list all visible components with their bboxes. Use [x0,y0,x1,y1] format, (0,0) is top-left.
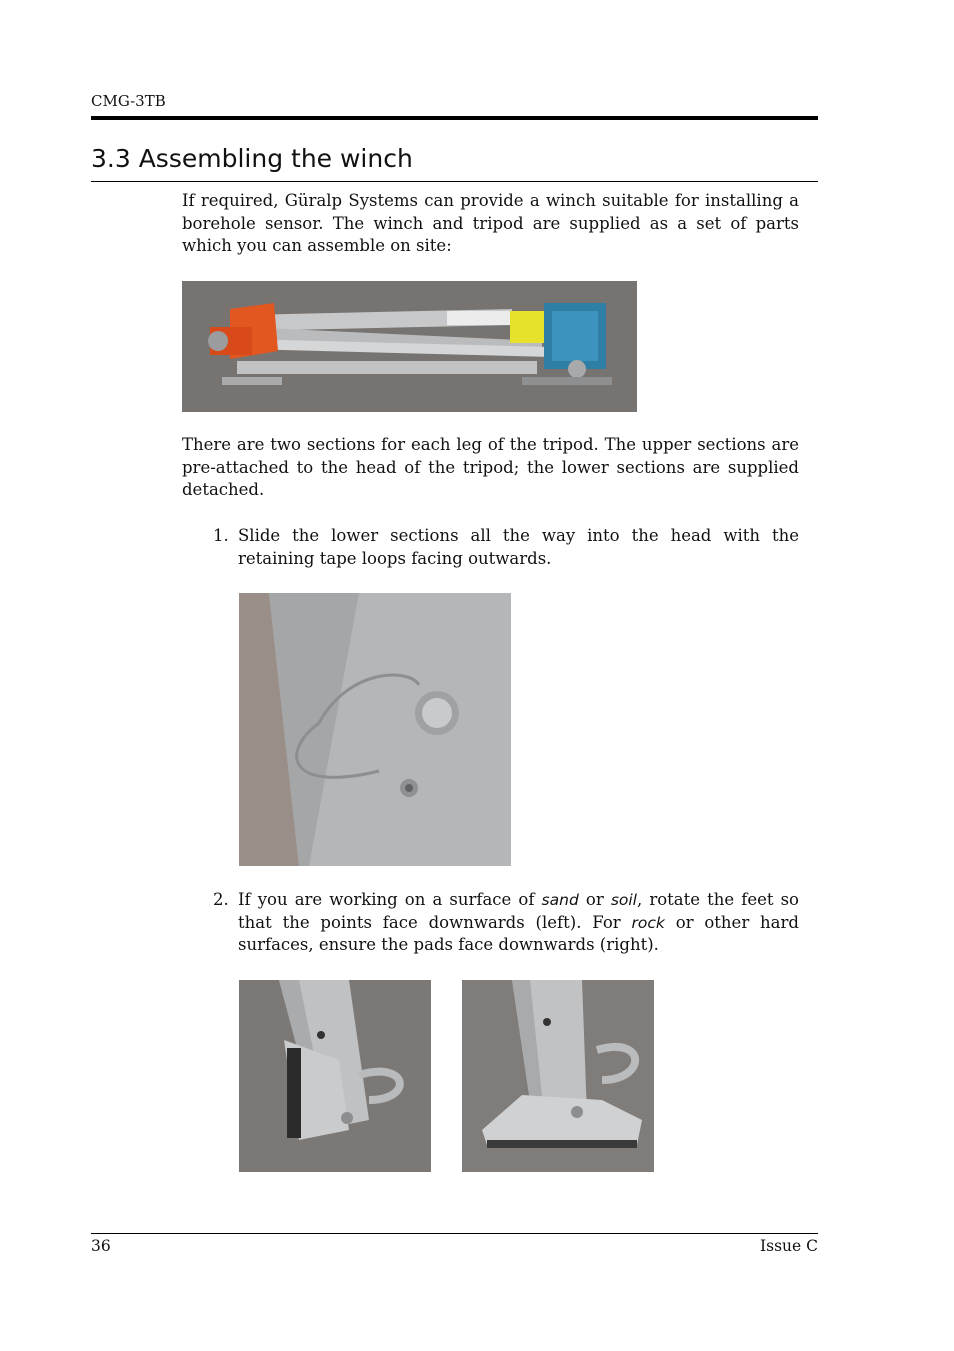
step-1 [213,525,799,570]
emphasis-rock: rock [631,913,665,932]
intro-paragraph: If required, Güralp Systems can provide a winch suitable for installing a borehole sensor. The winch and tripod are supplied as a set of parts which you can assemble on site: [182,191,799,255]
step-text: If you are working on a surface of sand or soil, rotate the feet so that the points face downwards (left). For rock or other hard surfaces, ensure the pads face downwards (right). [238,890,799,954]
section-title: 3.3 Assembling the winch [91,144,413,173]
header-rule [91,116,818,120]
winch-parts-photo [182,281,637,412]
page-number: 36 [91,1237,111,1255]
sections-paragraph: There are two sections for each leg of the tripod. The upper sections are pre-attached to the head of the tripod; the lower sections are supplied detached. [182,435,799,499]
step-number: 1. [213,526,229,545]
title-rule [91,181,818,182]
step-number: 2. [213,890,229,909]
foot-pads-down-photo [462,980,654,1172]
running-header: CMG-3TB [91,92,166,110]
foot-points-down-photo [239,980,431,1172]
leg-retaining-cable-photo [239,593,511,866]
step-2 [213,889,799,957]
issue-label: Issue C [760,1237,818,1255]
step-text: Slide the lower sections all the way into the head with the retaining tape loops facing outwards. [238,526,799,568]
emphasis-sand: sand [541,891,579,909]
emphasis-soil: soil [610,891,637,909]
footer-rule [91,1233,818,1234]
